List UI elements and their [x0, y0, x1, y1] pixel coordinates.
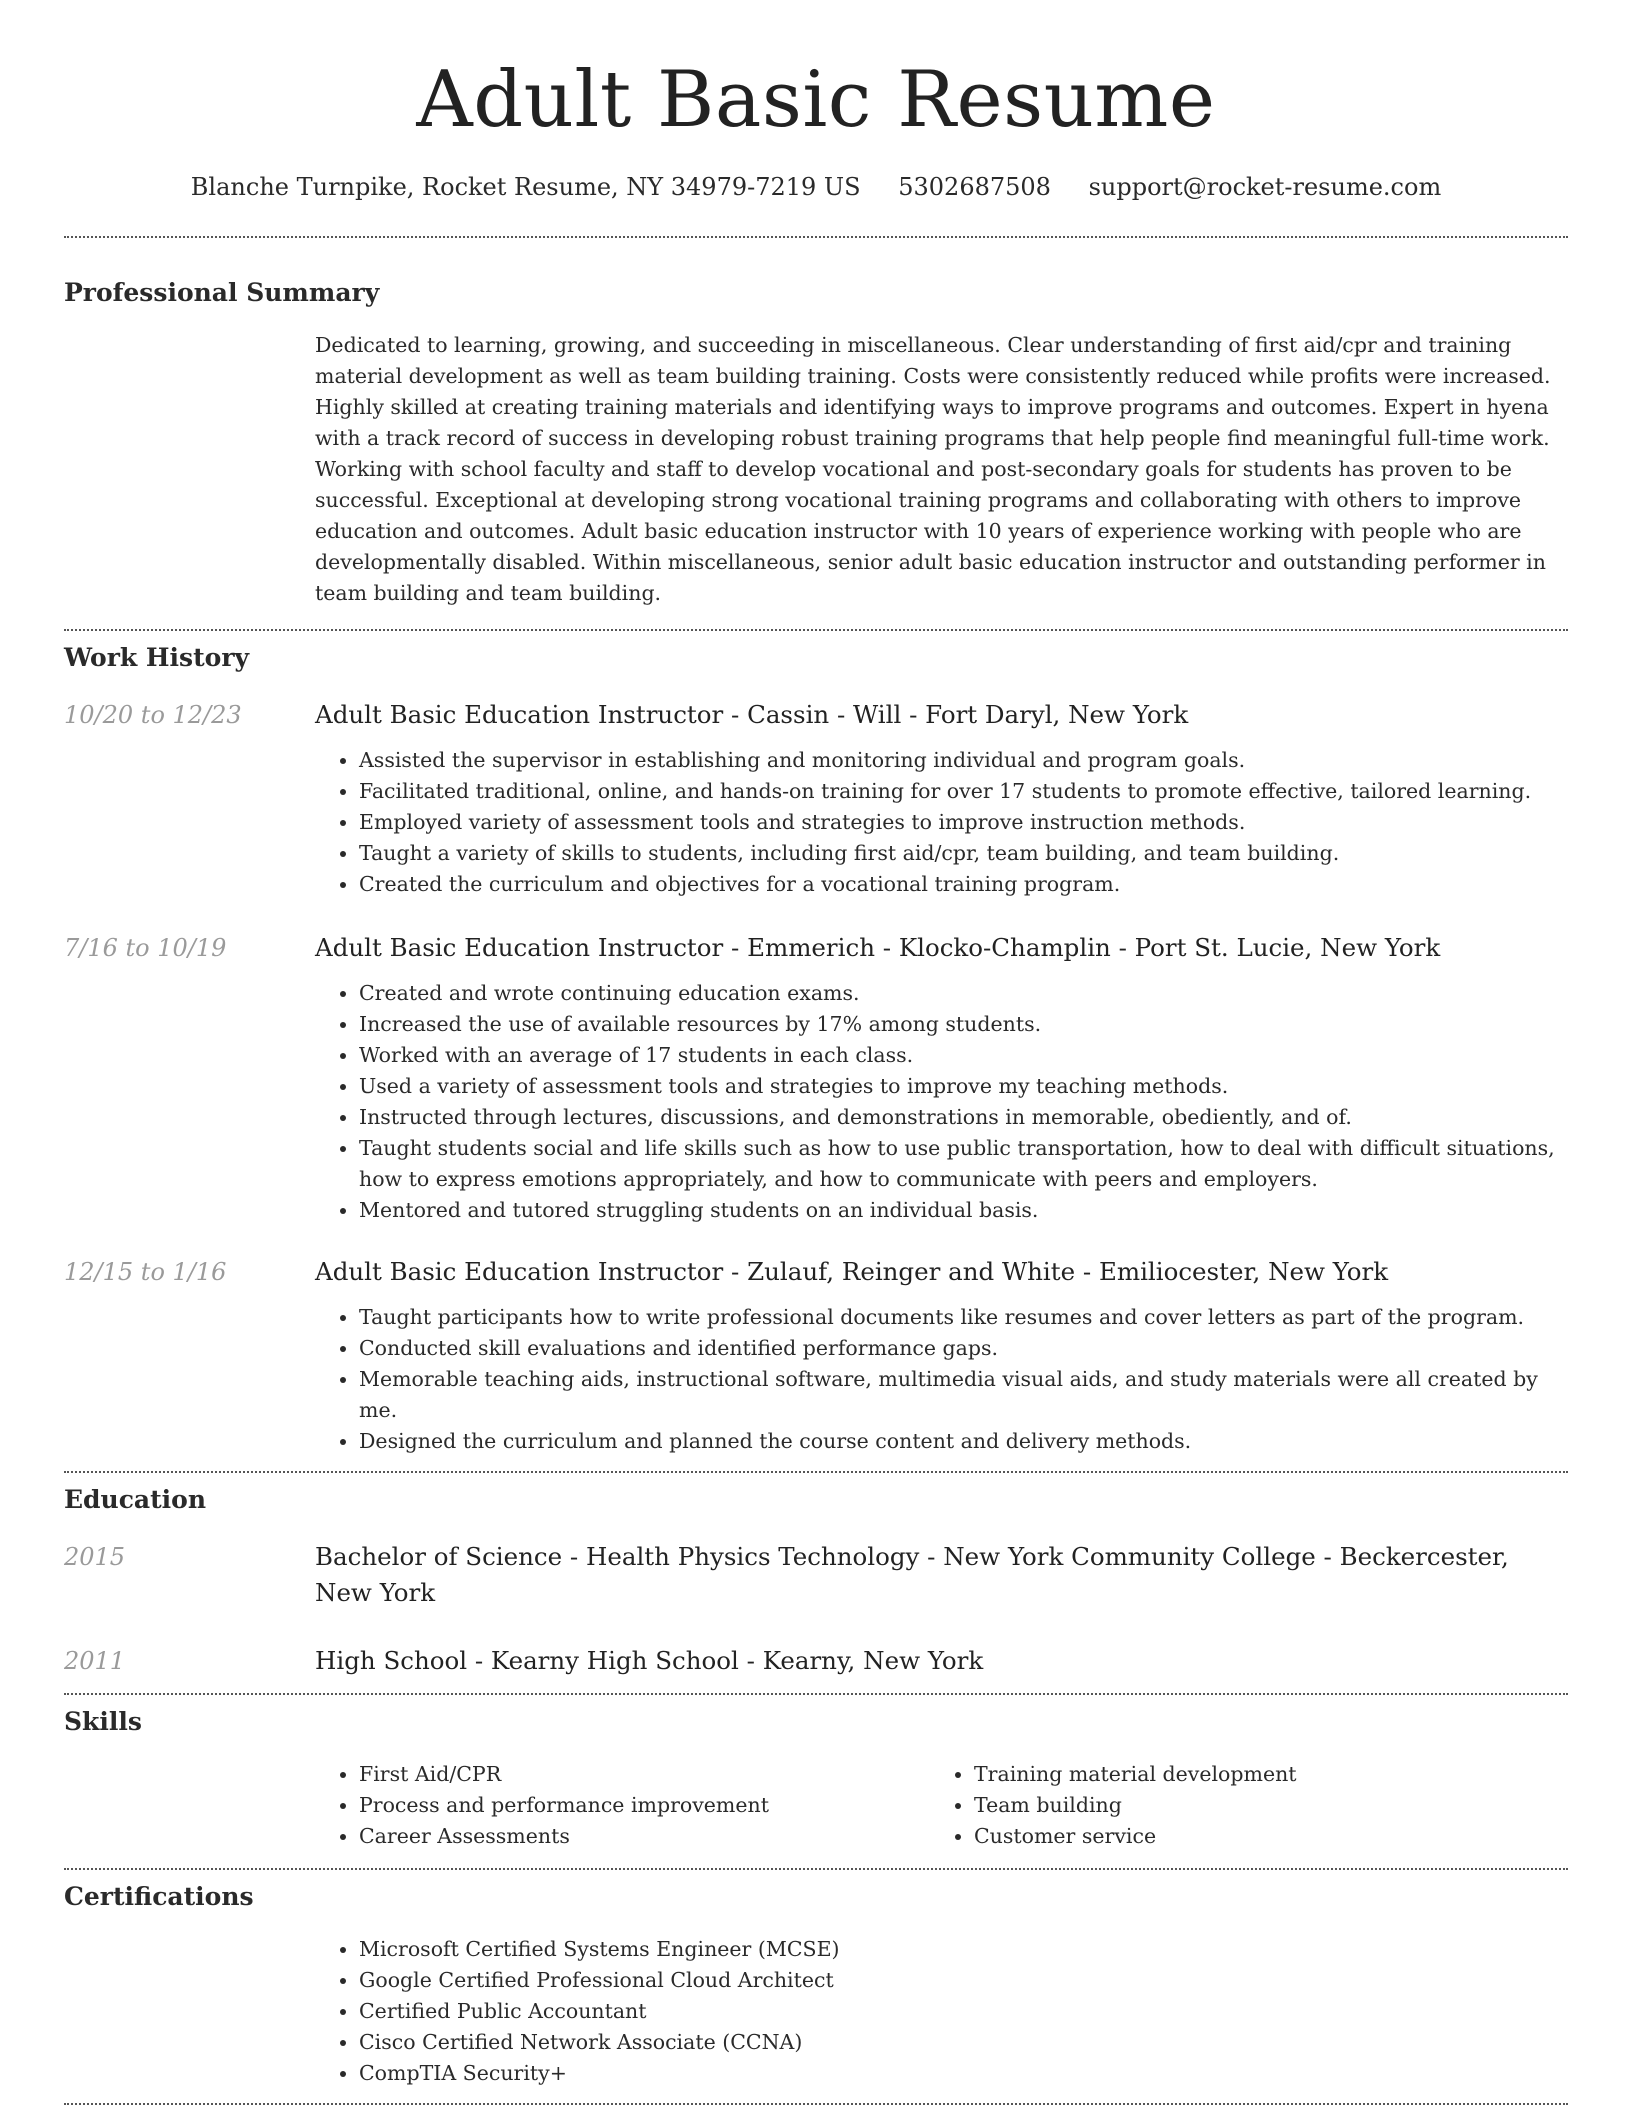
divider: [64, 236, 1568, 238]
job-bullets: [315, 745, 1568, 900]
list-item: • Increased the use of available resources by 17% among students.: [359, 1009, 1568, 1040]
job-entry: [64, 1254, 1568, 1457]
job-bullets: [315, 978, 1568, 1226]
summary-heading: Professional Summary: [64, 278, 380, 307]
summary-text: Dedicated to learning, growing, and succeeding in miscellaneous. Clear understanding of first aid/cpr and training material development as well as team building training. Costs were consistently reduced while profits were increased. Highly skilled at creating training materials and identifying ways to improve programs and outcomes. Expert in hyena with a track record of success in developing robust training programs that help people find meaningful full-time work. Working with school faculty and staff to develop vocational and post-secondary goals for students has proven to be successful. Exceptional at developing strong vocational training programs and collaborating with others to improve education and outcomes. Adult basic education instructor with 10 years of experience working with people who are developmentally disabled. Within miscellaneous, senior adult basic education instructor and outstanding performer in team building and team building.: [315, 333, 1551, 605]
job-title: Adult Basic Education Instructor - Emmerich - Klocko-Champlin - Port St. Lucie, New York: [315, 933, 1441, 962]
education-date: 2011: [64, 1647, 126, 1675]
contact-line: [64, 172, 1568, 202]
list-item: • Process and performance improvement: [359, 1790, 930, 1821]
list-item: • Mentored and tutored struggling students on an individual basis.: [359, 1195, 1568, 1226]
skills-list-right: [930, 1759, 1545, 1852]
certifications-heading: Certifications: [64, 1882, 254, 1911]
list-item: • Certified Public Accountant: [359, 1996, 1568, 2027]
resume-title: Adult Basic Resume: [416, 55, 1216, 145]
education-date: 2015: [64, 1543, 126, 1571]
list-item: • Taught students social and life skills such as how to use public transportation, how to deal with difficult situations, how to express emotions appropriately, and how to communicate with peers and employers.: [359, 1133, 1568, 1195]
skills-list-left: [315, 1759, 930, 1852]
job-date: 7/16 to 10/19: [64, 934, 227, 962]
divider: [64, 1868, 1568, 1870]
job-date: 12/15 to 1/16: [64, 1258, 227, 1286]
education-text: High School - Kearny High School - Kearny, New York: [315, 1646, 984, 1675]
list-item: • Created the curriculum and objectives for a vocational training program.: [359, 869, 1568, 900]
list-item: • Customer service: [974, 1821, 1545, 1852]
list-item: • Career Assessments: [359, 1821, 930, 1852]
list-item: • Designed the curriculum and planned the course content and delivery methods.: [359, 1426, 1568, 1457]
divider: [64, 1471, 1568, 1473]
contact-email: support@rocket-resume.com: [1088, 173, 1442, 201]
list-item: • Cisco Certified Network Associate (CCNA): [359, 2027, 1568, 2058]
education-text: Bachelor of Science - Health Physics Technology - New York Community College - Beckercester, New York: [315, 1542, 1509, 1607]
education-entry: [64, 1539, 1568, 1611]
job-entry: [64, 930, 1568, 1226]
list-item: • Facilitated traditional, online, and hands-on training for over 17 students to promote effective, tailored learning.: [359, 776, 1568, 807]
job-title: Adult Basic Education Instructor - Zulauf, Reinger and White - Emiliocester, New York: [315, 1257, 1389, 1286]
list-item: • Conducted skill evaluations and identified performance gaps.: [359, 1333, 1568, 1364]
job-bullets: [315, 1302, 1568, 1457]
list-item: • Memorable teaching aids, instructional software, multimedia visual aids, and study materials were all created by me.: [359, 1364, 1568, 1426]
list-item: • Worked with an average of 17 students in each class.: [359, 1040, 1568, 1071]
list-item: • CompTIA Security+: [359, 2058, 1568, 2089]
list-item: • Employed variety of assessment tools and strategies to improve instruction methods.: [359, 807, 1568, 838]
education-heading: Education: [64, 1485, 207, 1514]
contact-phone: 5302687508: [898, 173, 1051, 201]
list-item: • Team building: [974, 1790, 1545, 1821]
contact-address: Blanche Turnpike, Rocket Resume, NY 34979-7219 US: [190, 173, 861, 201]
divider: [64, 629, 1568, 631]
list-item: • First Aid/CPR: [359, 1759, 930, 1790]
summary-section: [315, 330, 1568, 609]
list-item: • Assisted the supervisor in establishing and monitoring individual and program goals.: [359, 745, 1568, 776]
list-item: • Taught participants how to write professional documents like resumes and cover letters as part of the program.: [359, 1302, 1568, 1333]
job-title: Adult Basic Education Instructor - Cassin - Will - Fort Daryl, New York: [315, 700, 1189, 729]
job-entry: [64, 697, 1568, 900]
divider: [64, 1693, 1568, 1695]
list-item: • Google Certified Professional Cloud Architect: [359, 1965, 1568, 1996]
list-item: • Instructed through lectures, discussions, and demonstrations in memorable, obediently, and of.: [359, 1102, 1568, 1133]
skills-grid: [315, 1759, 1568, 1852]
list-item: • Used a variety of assessment tools and strategies to improve my teaching methods.: [359, 1071, 1568, 1102]
education-entry: [64, 1643, 1568, 1679]
divider: [64, 2103, 1568, 2105]
job-date: 10/20 to 12/23: [64, 701, 242, 729]
list-item: • Taught a variety of skills to students, including first aid/cpr, team building, and team building.: [359, 838, 1568, 869]
list-item: • Training material development: [974, 1759, 1545, 1790]
list-item: • Microsoft Certified Systems Engineer (MCSE): [359, 1934, 1568, 1965]
skills-heading: Skills: [64, 1707, 142, 1736]
resume-page: [64, 0, 1568, 2105]
list-item: • Created and wrote continuing education exams.: [359, 978, 1568, 1009]
certifications-list: [315, 1934, 1568, 2089]
work-history-heading: Work History: [64, 643, 250, 672]
